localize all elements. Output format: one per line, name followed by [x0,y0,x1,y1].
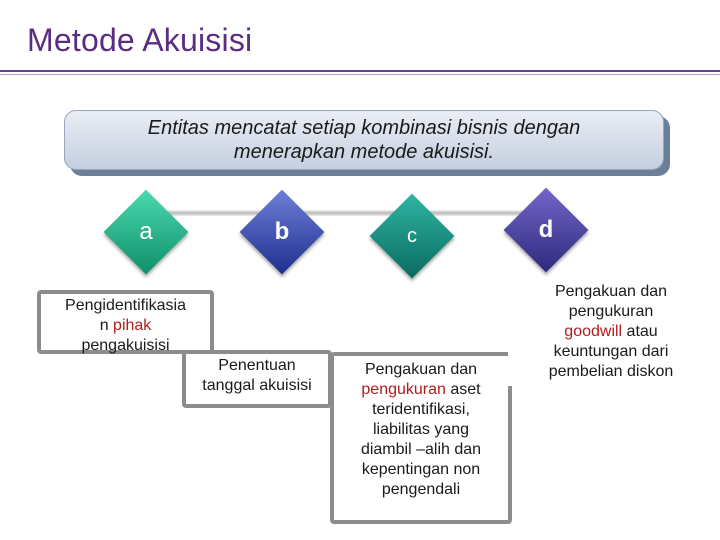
step-b-text: tanggal akuisisi [202,377,312,394]
page-title: Metode Akuisisi [27,22,253,58]
banner-line-2: menerapkan metode akuisisi. [233,141,495,163]
step-d-text: atau [622,323,658,340]
step-c-text: pengendali [381,481,461,498]
step-c-text: liabilitas yang [372,421,470,438]
definition-banner [64,110,664,170]
step-d-text: Pengakuan dan [554,283,668,300]
banner-line-1: Entitas mencatat setiap kombinasi bisnis dengan [147,117,581,139]
step-c-card [330,352,512,524]
step-a-text: Pengidentifikasia [65,297,186,314]
title-divider [0,70,720,72]
step-c-highlight: pengukuran [361,381,446,398]
step-connector-line [150,210,550,216]
step-d-card [508,282,714,386]
step-c-text: aset [445,381,481,398]
step-c-text: Pengakuan dan [364,361,478,378]
step-a-letter: a [139,218,153,245]
step-d-highlight: goodwill [564,323,623,340]
step-b-card [182,350,332,408]
step-d-letter: d [538,216,554,243]
step-a-card [37,290,214,354]
step-a-highlight: pihak [113,317,152,334]
title-divider-thin [0,74,720,75]
step-c-letter: c [407,224,417,247]
step-d-text: pembelian diskon [548,363,674,380]
step-b-letter: b [274,218,290,245]
step-b-text: Penentuan [218,357,296,374]
step-d-text: keuntungan dari [553,343,669,360]
step-a-text: pengakuisisi [81,337,170,354]
step-c-text: kepentingan non [361,461,481,478]
step-d-text: pengukuran [568,303,654,320]
step-c-text: teridentifikasi, [372,401,470,418]
step-a-text: n [99,317,114,334]
step-c-text: diambil –alih dan [360,441,482,458]
